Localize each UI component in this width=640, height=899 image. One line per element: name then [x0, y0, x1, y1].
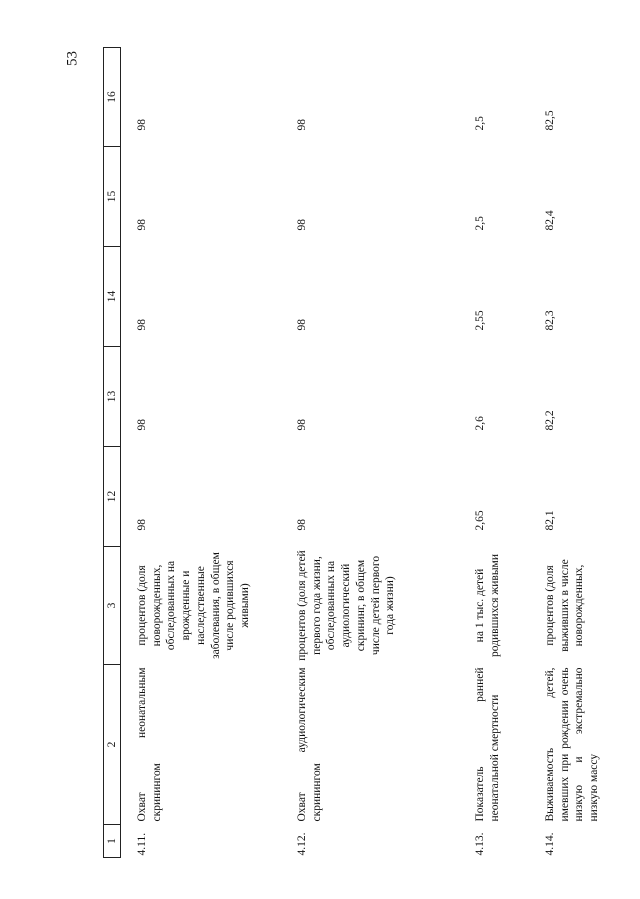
- value-col-13: 98: [296, 419, 308, 431]
- value-col-16: 98: [296, 119, 308, 131]
- header-row: [104, 48, 121, 858]
- value-col-16: 2,5: [474, 116, 486, 131]
- header-col-1: 1: [104, 825, 121, 858]
- indicator-name: Охват неонатальным скринингом: [136, 667, 163, 822]
- header-col-14: 14: [104, 247, 121, 347]
- indicators-table: [103, 47, 635, 858]
- table-row: [281, 48, 459, 858]
- row-number: 4.12.: [296, 832, 308, 856]
- value-col-13: 98: [136, 419, 148, 431]
- rotated-table-container: [103, 48, 623, 858]
- header-col-16: 16: [104, 48, 121, 147]
- table-row: [529, 48, 635, 858]
- indicator-name: Выживаемость детей, имевших при рождении очень низкую и экстремально низкую массу: [544, 667, 601, 822]
- value-col-16: 98: [136, 119, 148, 131]
- value-col-14: 98: [136, 319, 148, 331]
- value-col-15: 98: [136, 219, 148, 231]
- table-row: [459, 48, 529, 858]
- header-col-15: 15: [104, 147, 121, 247]
- page-number: 53: [64, 51, 81, 66]
- row-number: 4.11.: [136, 832, 148, 856]
- table-row: [121, 48, 282, 858]
- unit-description: на 1 тыс. детей родившихся живыми: [474, 554, 501, 657]
- header-col-3: 3: [104, 547, 121, 665]
- value-col-14: 98: [296, 319, 308, 331]
- value-col-13: 2,6: [474, 416, 486, 431]
- row-number: 4.13.: [474, 832, 486, 856]
- value-col-16: 82,5: [544, 110, 556, 131]
- value-col-15: 82,4: [544, 210, 556, 231]
- unit-description: процентов (доля выживших в числе новорожденных,: [544, 559, 586, 652]
- indicator-name: Охват аудиологическим скринингом: [296, 667, 323, 822]
- header-col-2: 2: [104, 665, 121, 825]
- value-col-13: 82,2: [544, 410, 556, 431]
- indicator-name: Показатель ранней неонатальной смертности: [474, 667, 501, 822]
- header-col-12: 12: [104, 447, 121, 547]
- value-col-12: 98: [296, 519, 308, 531]
- value-col-12: 82,1: [544, 510, 556, 531]
- value-col-15: 98: [296, 219, 308, 231]
- value-col-15: 2,5: [474, 216, 486, 231]
- unit-description: процентов (доля детей первого года жизни, обследованных на аудиологический скрининг, в общем числе детей первого года жизни): [296, 550, 397, 661]
- header-col-13: 13: [104, 347, 121, 447]
- row-number: 4.14.: [544, 832, 556, 856]
- value-col-14: 2,55: [474, 310, 486, 331]
- value-col-14: 82,3: [544, 310, 556, 331]
- unit-description: процентов (доля новорожденных, обследованных на врожденные и наследственные заболевания, в общем числе родившихся живыми): [136, 552, 252, 659]
- value-col-12: 2,65: [474, 510, 486, 531]
- value-col-12: 98: [136, 519, 148, 531]
